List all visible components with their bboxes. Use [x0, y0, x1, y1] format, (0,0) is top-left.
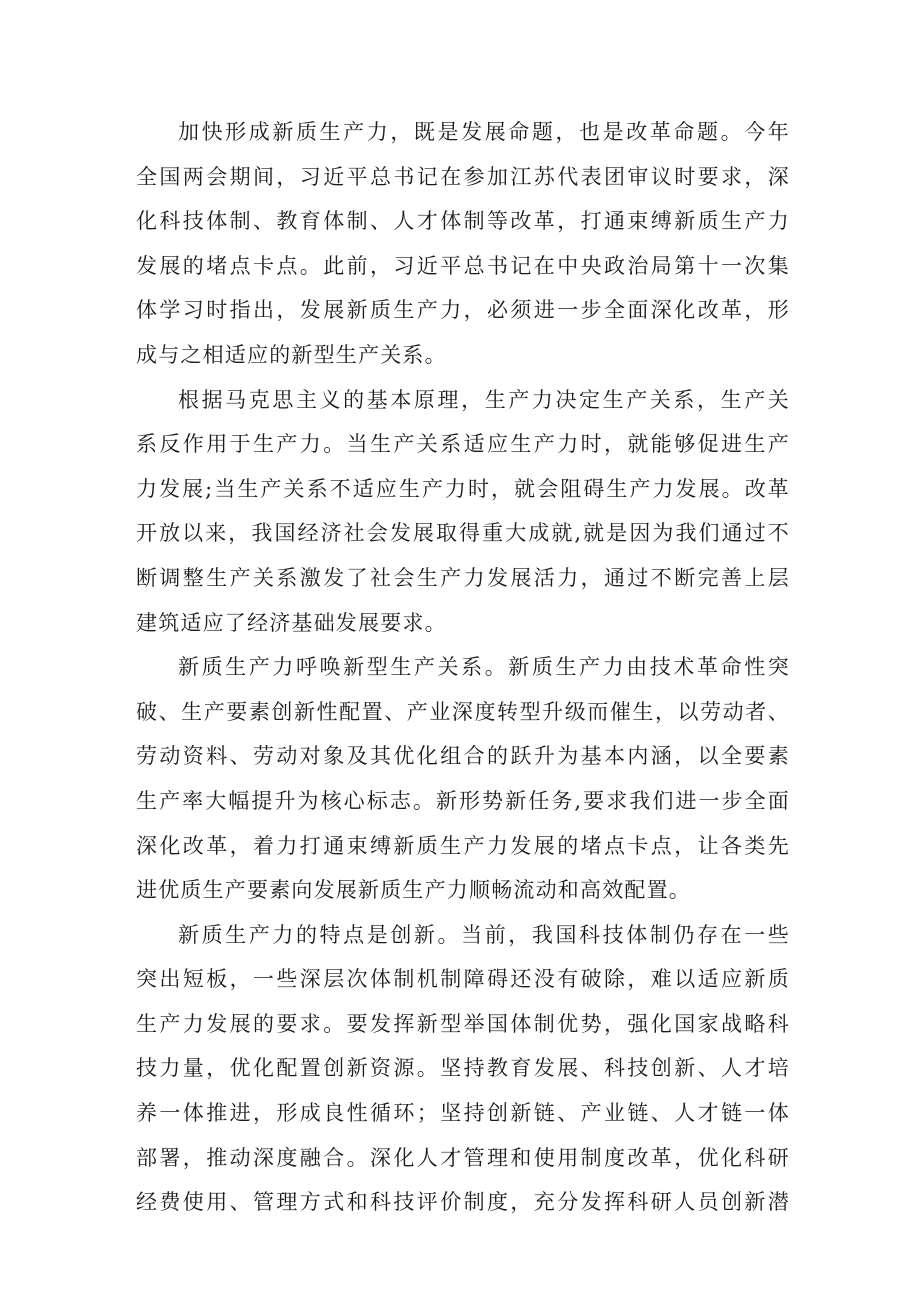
- paragraph-line: 发展的堵点卡点。此前，习近平总书记在中央政治局第十一次集: [136, 253, 790, 278]
- paragraph-line: 生产力发展的要求。要发挥新型举国体制优势，强化国家战略科: [136, 1011, 790, 1036]
- paragraph-line: 断调整生产关系激发了社会生产力发展活力，通过不断完善上层: [136, 565, 790, 590]
- paragraph-line: 全国两会期间，习近平总书记在参加江苏代表团审议时要求，深: [136, 164, 790, 189]
- paragraph-line: 根据马克思主义的基本原理，生产力决定生产关系，生产关: [178, 387, 790, 412]
- paragraph-line: 新质生产力的特点是创新。当前，我国科技体制仍存在一些: [178, 922, 790, 947]
- paragraph-line: 进优质生产要素向发展新质生产力顺畅流动和高效配置。: [136, 878, 691, 903]
- paragraph-line: 破、生产要素创新性配置、产业深度转型升级而催生，以劳动者、: [136, 699, 790, 724]
- paragraph-line: 力发展;当生产关系不适应生产力时，就会阻碍生产力发展。改革: [136, 476, 790, 501]
- paragraph: [136, 645, 790, 913]
- paragraph-line: 部署，推动深度融合。深化人才管理和使用制度改革，优化科研: [136, 1145, 790, 1170]
- paragraph-line: 突出短板，一些深层次体制机制障碍还没有破除，难以适应新质: [136, 967, 790, 992]
- paragraph: [136, 378, 790, 646]
- paragraph-line: 技力量，优化配置创新资源。坚持教育发展、科技创新、人才培: [136, 1056, 790, 1081]
- paragraph-line: 成与之相适应的新型生产关系。: [136, 342, 447, 367]
- paragraph-line: 化科技体制、教育体制、人才体制等改革，打通束缚新质生产力: [136, 209, 790, 234]
- paragraph-line: 经费使用、管理方式和科技评价制度，充分发挥科研人员创新潜: [136, 1190, 790, 1215]
- paragraph-line: 生产率大幅提升为核心标志。新形势新任务,要求我们进一步全面: [136, 788, 790, 813]
- document-body: [136, 110, 790, 1225]
- paragraph-line: 加快形成新质生产力，既是发展命题，也是改革命题。今年: [178, 120, 790, 144]
- paragraph: [136, 110, 790, 378]
- paragraph-line: 深化改革，着力打通束缚新质生产力发展的堵点卡点，让各类先: [136, 833, 790, 858]
- paragraph-line: 养一体推进，形成良性循环；坚持创新链、产业链、人才链一体: [136, 1101, 790, 1126]
- paragraph-line: 新质生产力呼唤新型生产关系。新质生产力由技术革命性突: [178, 655, 790, 680]
- paragraph-line: 体学习时指出，发展新质生产力，必须进一步全面深化改革，形: [136, 298, 790, 323]
- paragraph-line: 劳动资料、劳动对象及其优化组合的跃升为基本内涵，以全要素: [136, 744, 790, 769]
- paragraph: [136, 913, 790, 1225]
- paragraph-line: 系反作用于生产力。当生产关系适应生产力时，就能够促进生产: [136, 432, 790, 457]
- paragraph-line: 建筑适应了经济基础发展要求。: [136, 610, 447, 635]
- paragraph-line: 开放以来，我国经济社会发展取得重大成就,就是因为我们通过不: [136, 521, 790, 546]
